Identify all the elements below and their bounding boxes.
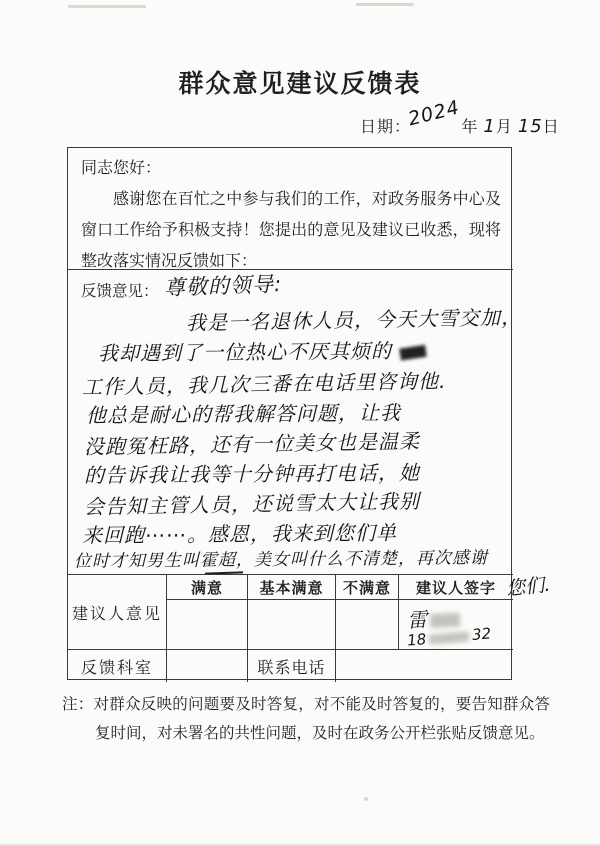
handwriting-line: 的告诉我让我等十分钟再打电话，她 <box>83 460 421 488</box>
signature-name-text: 雷 <box>406 607 428 633</box>
contact-label-cell: 联系电话 <box>247 649 335 682</box>
dept-label-cell: 反馈科室 <box>68 649 166 682</box>
month-unit: 月 <box>495 119 513 136</box>
rating-table <box>68 574 513 681</box>
date-label: 日期： <box>360 119 412 136</box>
form-title: 群众意见建议反馈表 <box>178 71 422 98</box>
basically-satisfied-value-cell <box>247 599 335 649</box>
note-prefix: 注： <box>62 696 94 713</box>
feedback-label: 反馈意见： <box>81 283 159 300</box>
contact-value-cell <box>335 649 513 682</box>
header-unsatisfied: 不满意 <box>335 575 398 599</box>
handwriting-line: 我是一名退休人员，今天大雪交加， <box>185 305 523 335</box>
handwriting-line: 来回跑⋯⋯。感恩，我来到您们单 <box>81 520 398 548</box>
handwriting-line: 尊敬的领导: <box>163 271 283 301</box>
handwriting-line <box>97 338 426 366</box>
dept-value-cell <box>166 649 247 682</box>
handwriting-overflow: 您们. <box>505 573 552 601</box>
redacted-blur <box>430 612 461 628</box>
footer-note <box>62 690 550 748</box>
handwriting-text: 我却遇到了一位热心不厌其烦的 <box>97 338 393 366</box>
form-border-box <box>67 147 523 680</box>
handwriting-line: 没跑冤枉路，还有一位美女也是温柔 <box>83 429 421 459</box>
unsatisfied-value-cell <box>335 599 398 649</box>
handwritten-day: 15 <box>517 116 543 137</box>
footer-note-text <box>62 690 550 748</box>
date-line <box>360 96 560 137</box>
ink-scribble <box>399 344 426 360</box>
phone-suffix-text: 32 <box>471 624 492 644</box>
feedback-section <box>68 269 523 574</box>
header-signature: 建议人签字 <box>398 575 513 599</box>
greeting-section <box>68 148 513 269</box>
day-unit: 日 <box>542 119 560 136</box>
greeting-body: 感谢您在百忙之中参与我们的工作，对政务服务中心及窗口工作给予积极支持！您提出的意见及建议已收悉，现将整改落实情况反馈如下： <box>81 191 501 270</box>
satisfied-value-cell <box>166 599 247 649</box>
handwriting-line: 工作人员，我几次三番在电话里咨询他. <box>81 368 447 400</box>
handwritten-month: 1 <box>483 116 496 137</box>
row-label-suggester-opinion: 建议人意见 <box>71 605 162 623</box>
header-basically-satisfied: 基本满意 <box>247 575 335 599</box>
phone-prefix-text: 18 <box>406 630 427 650</box>
scan-speck <box>364 797 368 801</box>
redacted-blur <box>429 631 470 644</box>
handwriting-line: 位时才知男生叫霍超，美女叫什么不清楚，再次感谢 <box>73 548 489 572</box>
scan-smudge <box>356 3 414 6</box>
handwriting-line: 会告知主管人员，还说雪太大让我别 <box>83 489 421 519</box>
note-body: 对群众反映的问题要及时答复，对不能及时答复的，要告知群众答复时间，对未署名的共性问题，及时在政务公开栏张贴反馈意见。 <box>93 696 550 742</box>
greeting-salutation: 同志您好： <box>81 160 162 177</box>
header-satisfied: 满意 <box>166 575 247 599</box>
handwriting-line: 他总是耐心的帮我解答问题，让我 <box>85 400 402 428</box>
handwritten-year: 2024 <box>405 96 463 131</box>
signature-cell <box>398 599 513 649</box>
scan-smudge <box>68 5 146 8</box>
year-unit: 年 <box>461 119 479 136</box>
